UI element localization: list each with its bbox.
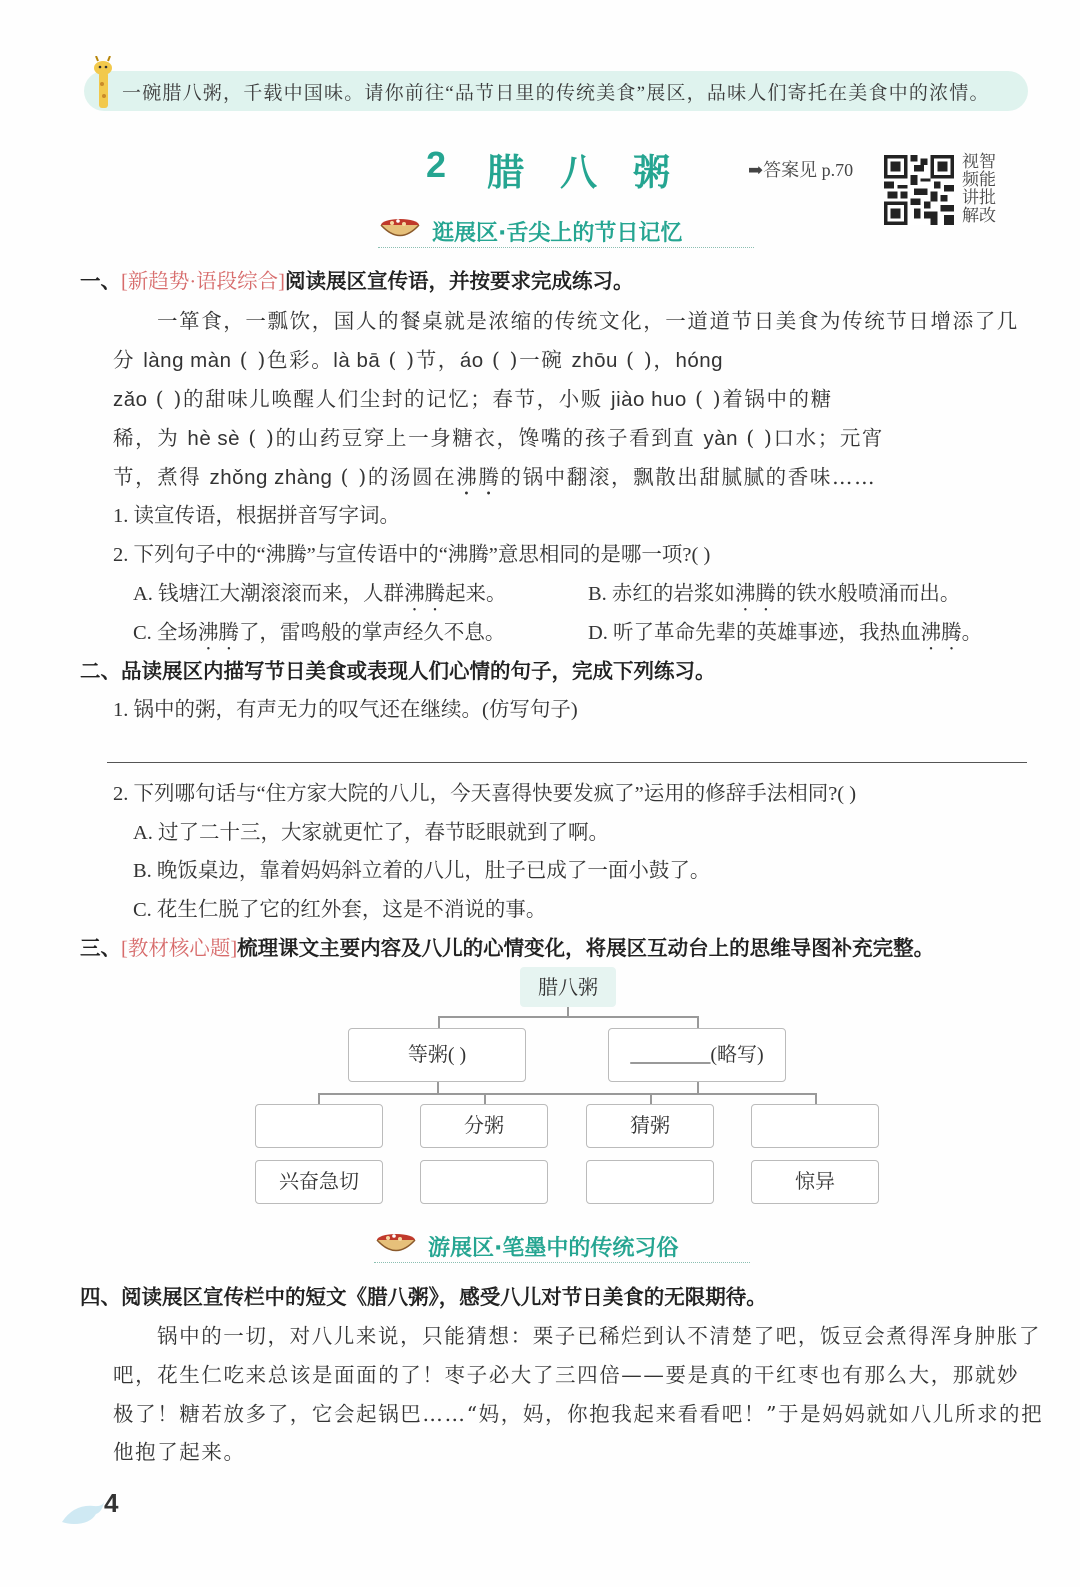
- option-text: 的铁水般喷涌而出。: [775, 583, 961, 605]
- blank[interactable]: ( )的汤圆在: [332, 465, 457, 489]
- pinyin-jiaohuo: jiào huo: [611, 388, 687, 411]
- option-b[interactable]: [588, 576, 960, 616]
- pinyin-yan: yàn: [703, 427, 739, 450]
- connector: [318, 1093, 816, 1095]
- mindmap-event-4[interactable]: [751, 1104, 879, 1148]
- question-3-number: 三、: [80, 936, 121, 960]
- passage-line-5: [113, 460, 876, 500]
- passage-text: 稀，为: [113, 426, 188, 450]
- answer-line[interactable]: [107, 762, 1027, 763]
- option-c[interactable]: [133, 615, 505, 655]
- blank[interactable]: ( )口水；元宵: [738, 426, 885, 450]
- question-2-option-a[interactable]: A. 过了二十三，大家就更忙了，春节眨眼就到了啊。: [133, 822, 610, 844]
- answer-reference: ➡答案见 p.70: [748, 160, 854, 180]
- option-emphasis: 沸腾: [197, 622, 239, 644]
- section-title-2: 游展区·笔墨中的传统习俗: [428, 1236, 679, 1261]
- blank[interactable]: ( )的山药豆穿上一身糖衣，馋嘴的孩子看到直: [240, 426, 704, 450]
- blank[interactable]: ( )色彩。: [231, 348, 334, 372]
- question-1-sub-1: 1. 读宣传语，根据拼音写字词。: [113, 505, 400, 527]
- pinyin-hong: hóng: [675, 349, 724, 372]
- excerpt-line-4: 他抱了起来。: [113, 1440, 246, 1464]
- blank[interactable]: ( )一碗: [483, 348, 572, 372]
- pinyin-zao: zǎo: [113, 388, 148, 411]
- banner-text: 一碗腊八粥，千载中国味。请你前往“品节日里的传统美食”展区，品味人们寄托在美食中的浓情。: [122, 83, 990, 104]
- mindmap-mood-1[interactable]: 兴奋急切: [255, 1160, 383, 1204]
- option-text: B. 赤红的岩浆如: [588, 583, 735, 605]
- mindmap-root: 腊八粥: [520, 967, 616, 1007]
- question-4-heading: 四、阅读展区宣传栏中的短文《腊八粥》，感受八儿对节日美食的无限期待。: [80, 1285, 767, 1309]
- option-a[interactable]: [133, 576, 507, 616]
- question-3-tag: [教材核心题]: [121, 938, 238, 960]
- pinyin-zhou: zhōu: [571, 349, 618, 372]
- question-1-tag: [新趋势·语段综合]: [121, 271, 285, 293]
- page-number: 4: [104, 1488, 119, 1518]
- option-d[interactable]: [588, 615, 982, 655]
- excerpt-line-3: 极了！糖若放多了，它会起锅巴……“妈，妈，你抱我起来看看吧！”于是妈妈就如八儿所求的把: [113, 1402, 1044, 1426]
- pinyin-hese: hè sè: [187, 427, 241, 450]
- option-text: C. 全场: [133, 622, 198, 644]
- option-emphasis: 沸腾: [404, 583, 446, 605]
- bowl-icon: [378, 212, 422, 242]
- blank[interactable]: ( )节，: [380, 348, 460, 372]
- lesson-title: 腊八粥: [487, 151, 706, 194]
- mindmap-event-1[interactable]: [255, 1104, 383, 1148]
- passage-text: 的锅中翻滚，飘散出甜腻腻的香味……: [500, 465, 877, 489]
- pinyin-laba: là bā: [333, 349, 381, 372]
- question-2-sub-2: 2. 下列哪句话与“住方家大院的八儿，今天喜得快要发疯了”运用的修辞手法相同?( ): [113, 783, 857, 805]
- passage-line-1: 一箪食，一瓢饮，国人的餐桌就是浓缩的传统文化，一道道节日美食为传统节日增添了几: [157, 309, 1019, 333]
- question-3-prompt: 梳理课文主要内容及八儿的心情变化，将展区互动台上的思维导图补充完整。: [237, 936, 935, 960]
- question-1-heading: [80, 264, 633, 294]
- mindmap-event-3[interactable]: 猜粥: [586, 1104, 714, 1148]
- question-2-option-c[interactable]: C. 花生仁脱了它的红外套，这是不消说的事。: [133, 899, 547, 921]
- option-text: 。: [961, 622, 983, 644]
- mindmap-mood-3[interactable]: [586, 1160, 714, 1204]
- mindmap-node-brief[interactable]: ________(略写): [608, 1028, 786, 1082]
- pinyin-ao: áo: [459, 349, 484, 372]
- excerpt-line-1: 锅中的一切，对八儿来说，只能猜想：栗子已稀烂到认不清楚了吧，饭豆会煮得浑身肿胀了: [157, 1324, 1041, 1348]
- blank[interactable]: ( )的甜味儿唤醒人们尘封的记忆；春节，小贩: [147, 387, 612, 411]
- connector: [438, 1016, 698, 1018]
- option-emphasis: 沸腾: [920, 622, 962, 644]
- qr-label-line: 频能: [962, 170, 996, 189]
- qr-label-line: 讲批: [962, 188, 996, 207]
- question-1-sub-2: 2. 下列句子中的“沸腾”与宣传语中的“沸腾”意思相同的是哪一项?( ): [113, 544, 711, 566]
- option-text: 起来。: [445, 583, 507, 605]
- dolphin-icon: [60, 1498, 106, 1528]
- connector: [438, 1016, 440, 1028]
- excerpt-line-2: 吧，花生仁吃来总该是面面的了！枣子必大了三四倍——要是真的干红枣也有那么大，那就妙: [113, 1363, 1020, 1387]
- qr-label-line: 解改: [962, 206, 996, 225]
- option-emphasis: 沸腾: [734, 583, 776, 605]
- blank[interactable]: ( )，: [617, 348, 676, 372]
- question-2-option-b[interactable]: B. 晚饭桌边，靠着妈妈斜立着的八儿，肚子已成了一面小鼓了。: [133, 860, 711, 882]
- emphasis-feiteng: 沸腾: [456, 465, 501, 489]
- mindmap-node-wait[interactable]: 等粥( ): [348, 1028, 526, 1082]
- option-text: A. 钱塘江大潮滚滚而来，人群: [133, 583, 405, 605]
- pinyin-zhongzhang: zhǒng zhàng: [209, 466, 333, 489]
- passage-text: 分: [113, 348, 144, 372]
- passage-line-2: [113, 343, 723, 373]
- section-divider: [374, 1262, 750, 1263]
- mindmap-event-2[interactable]: 分粥: [420, 1104, 548, 1148]
- section-title-1: 逛展区·舌尖上的节日记忆: [432, 221, 683, 246]
- passage-text: 节，煮得: [113, 465, 210, 489]
- option-text: 了，雷鸣般的掌声经久不息。: [238, 622, 506, 644]
- pinyin-langman: làng màn: [143, 349, 232, 372]
- mindmap-mood-4[interactable]: 惊异: [751, 1160, 879, 1204]
- blank[interactable]: ( )着锅中的糖: [686, 387, 833, 411]
- qr-label-line: 视智: [962, 152, 996, 171]
- question-3-heading: [80, 931, 934, 961]
- question-1-prompt: 阅读展区宣传语，并按要求完成练习。: [284, 269, 634, 293]
- question-1-number: 一、: [80, 269, 121, 293]
- question-2-heading: 二、品读展区内描写节日美食或表现人们心情的句子，完成下列练习。: [80, 659, 716, 683]
- section-divider: [378, 247, 754, 248]
- lesson-number: 2: [426, 144, 447, 185]
- question-2-sub-1: 1. 锅中的粥，有声无力的叹气还在继续。(仿写句子): [113, 699, 578, 721]
- giraffe-icon: [86, 56, 120, 110]
- passage-line-4: [113, 421, 884, 451]
- passage-line-3: [113, 382, 833, 412]
- mindmap-mood-2[interactable]: [420, 1160, 548, 1204]
- option-text: D. 听了革命先辈的英雄事迹，我热血: [588, 622, 921, 644]
- connector: [697, 1016, 699, 1028]
- bowl-icon: [374, 1227, 418, 1257]
- qr-label: [962, 153, 1002, 225]
- qr-code-icon[interactable]: [884, 155, 954, 225]
